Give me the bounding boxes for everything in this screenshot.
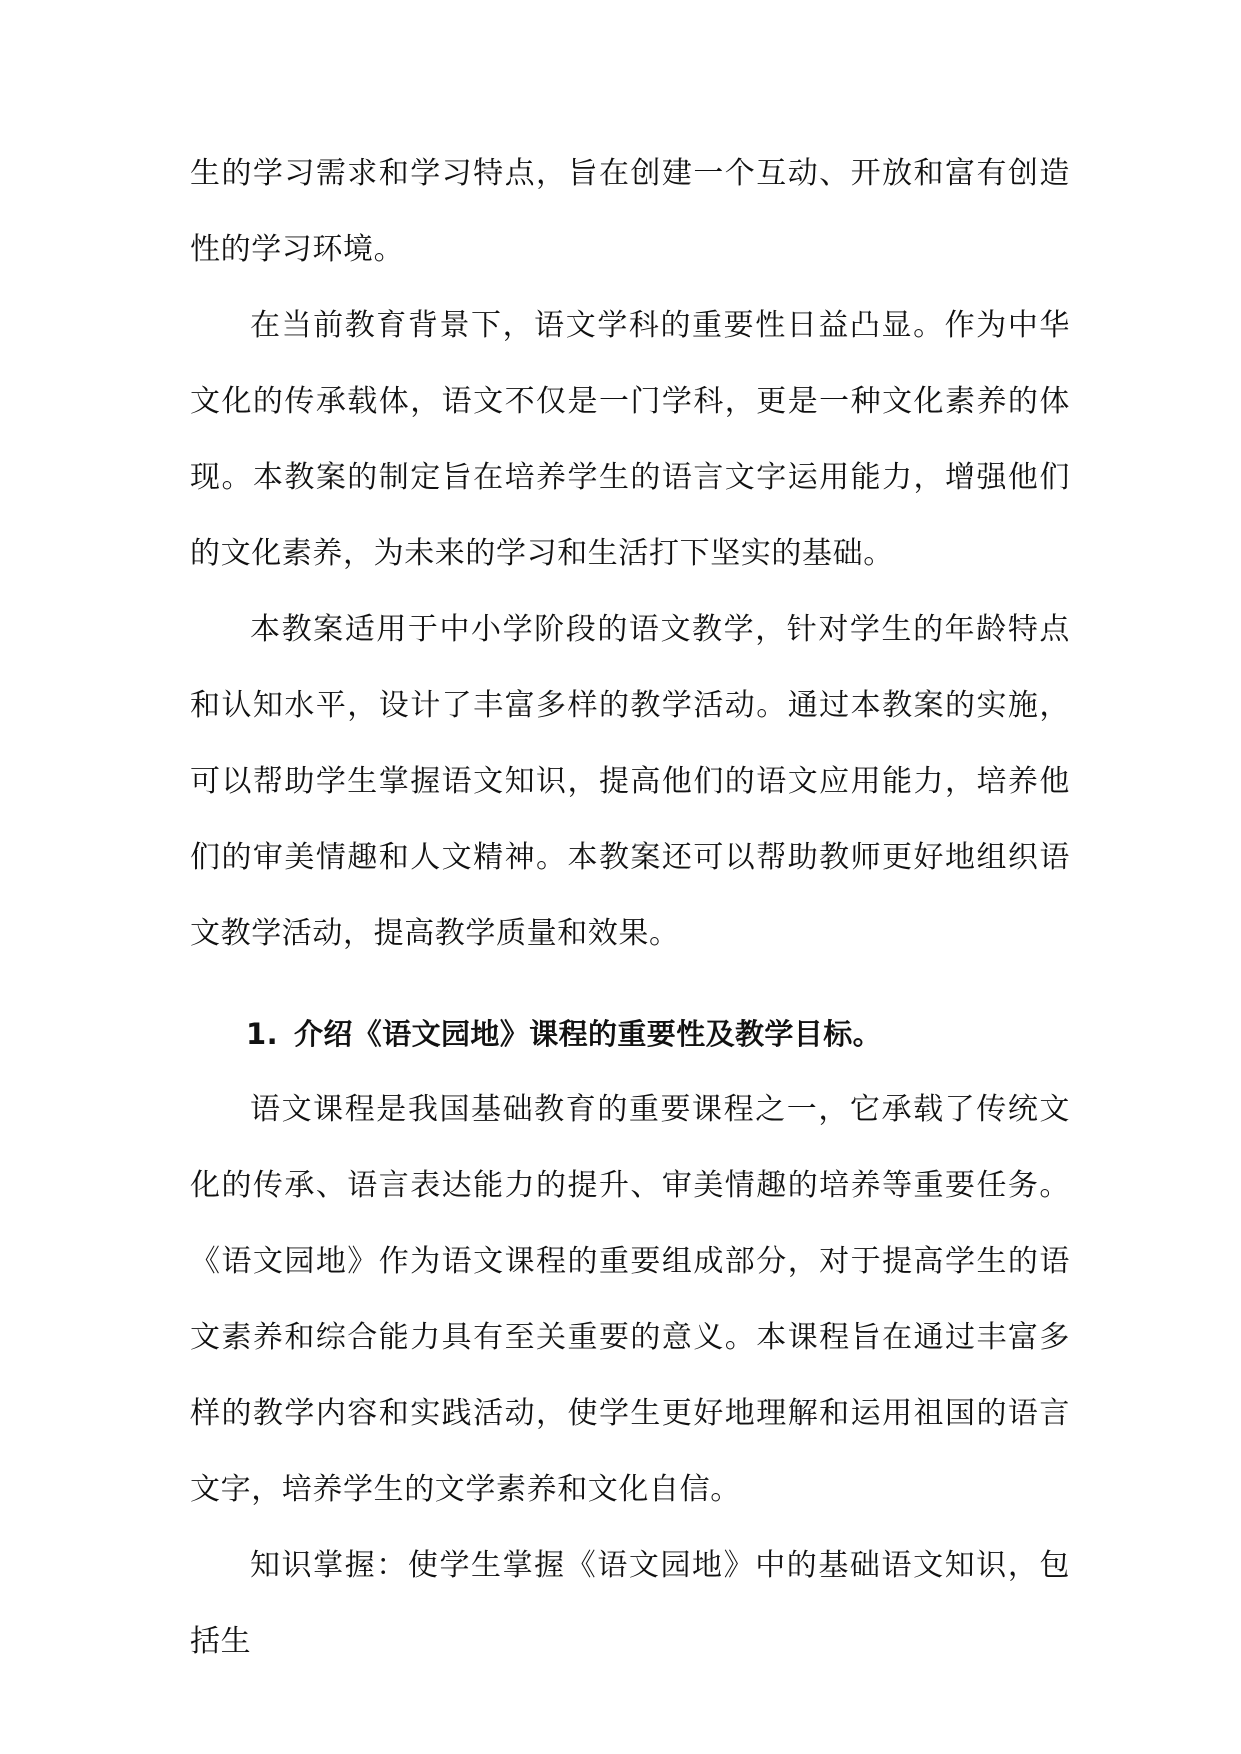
paragraph-applicability: 本教案适用于中小学阶段的语文教学，针对学生的年龄特点和认知水平，设计了丰富多样的教学活动。通过本教案的实施，可以帮助学生掌握语文知识，提高他们的语文应用能力，培养他们的审美情趣和人文精神。本教案还可以帮助教师更好地组织语文教学活动，提高教学质量和效果。	[190, 612, 1070, 951]
paragraph-continuation: 生的学习需求和学习特点，旨在创建一个互动、开放和富有创造性的学习环境。	[190, 156, 1070, 267]
paragraph-course-importance: 语文课程是我国基础教育的重要课程之一，它承载了传统文化的传承、语言表达能力的提升、审美情趣的培养等重要任务。《语文园地》作为语文课程的重要组成部分，对于提高学生的语文素养和综合能力具有至关重要的意义。本课程旨在通过丰富多样的教学内容和实践活动，使学生更好地理解和运用祖国的语言文字，培养学生的文学素养和文化自信。	[190, 1092, 1070, 1507]
paragraph-knowledge-mastery: 知识掌握：使学生掌握《语文园地》中的基础语文知识，包括生	[190, 1548, 1070, 1659]
section-heading	[190, 996, 1070, 1072]
paragraph-education-background: 在当前教育背景下，语文学科的重要性日益凸显。作为中华文化的传承载体，语文不仅是一门学科，更是一种文化素养的体现。本教案的制定旨在培养学生的语言文字运用能力，增强他们的文化素养，为未来的学习和生活打下坚实的基础。	[190, 308, 1070, 571]
section-number: 1.	[246, 1017, 278, 1051]
section-title: 介绍《语文园地》课程的重要性及教学目标。	[294, 1017, 883, 1051]
document-body	[190, 136, 1070, 1680]
